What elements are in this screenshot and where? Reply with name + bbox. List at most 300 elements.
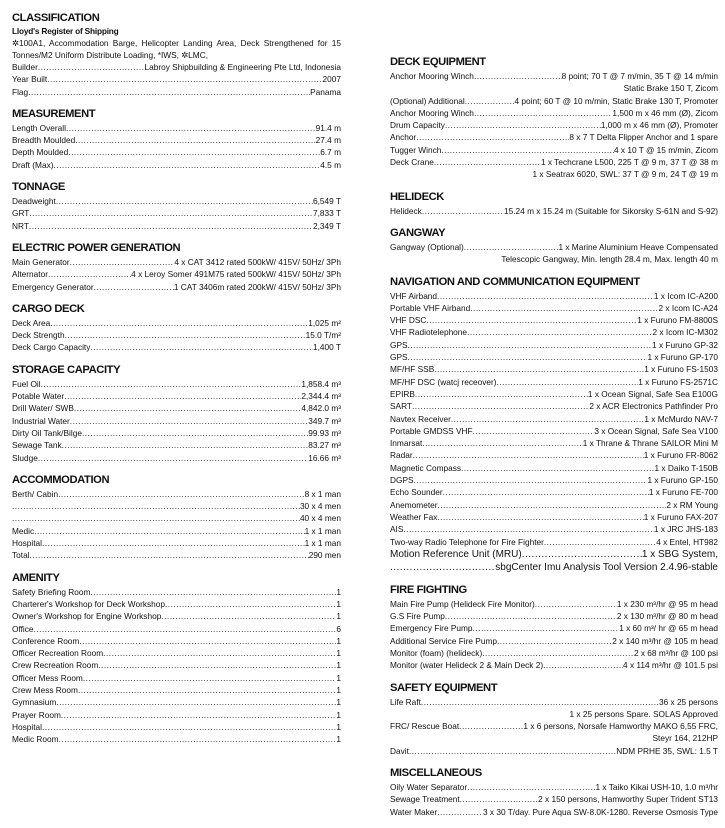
spec-value: 1	[336, 648, 341, 659]
spec-value: 2,349 T	[313, 220, 341, 231]
spec-row	[12, 512, 341, 524]
spec-value: 6,549 T	[313, 196, 341, 207]
spec-value: 4,842.0 m³	[301, 403, 341, 414]
spec-value: 27.4 m	[315, 135, 341, 146]
spec-row	[12, 439, 341, 451]
spec-row	[12, 122, 341, 134]
dot-leader	[82, 427, 308, 439]
dot-leader	[42, 721, 336, 733]
spec-row	[390, 413, 718, 425]
spec-label: Emergency Fire Pump	[390, 623, 473, 634]
dot-leader	[461, 462, 654, 474]
spec-value: 2 x 130 m³/hr @ 80 m head	[616, 611, 718, 622]
dot-leader	[68, 146, 320, 158]
spec-label: Office	[12, 623, 34, 634]
spec-row	[390, 107, 718, 119]
spec-row	[12, 537, 341, 549]
spec-list	[390, 205, 718, 217]
spec-value-continuation: Telescopic Gangway, Min. length 28.4 m, Max. length 40 m	[501, 254, 718, 265]
spec-list	[390, 696, 718, 757]
spec-row	[390, 339, 718, 351]
section-title: SAFETY EQUIPMENT	[390, 681, 498, 694]
spec-label: SART	[390, 401, 412, 412]
spec-row	[390, 720, 718, 732]
dot-leader	[445, 119, 601, 131]
spec-value: 1 x Icom IC-A200	[653, 290, 718, 301]
dot-leader	[59, 733, 337, 745]
dot-leader	[103, 647, 336, 659]
dot-leader	[94, 281, 174, 293]
dot-leader	[434, 156, 541, 168]
dot-leader	[62, 439, 309, 451]
spec-value: 1 x Techcrane L500, 225 T @ 9 m, 37 T @ 38 m	[540, 157, 718, 168]
dot-leader	[161, 610, 336, 622]
dot-leader	[426, 314, 637, 326]
section-classification	[12, 12, 341, 98]
dot-leader	[464, 241, 559, 253]
dot-leader	[29, 220, 313, 232]
dot-leader	[65, 329, 306, 341]
spec-value: Panama	[310, 86, 341, 97]
spec-row	[390, 659, 718, 671]
dot-leader	[34, 623, 337, 635]
spec-row	[390, 474, 718, 486]
spec-value: 16.66 m³	[308, 452, 341, 463]
dot-leader	[434, 363, 644, 375]
spec-value-continuation: Steyr 164, 212HP	[652, 733, 718, 744]
dot-leader	[50, 317, 308, 329]
spec-row	[12, 159, 341, 171]
spec-row	[12, 635, 341, 647]
section-title: MISCELLANEOUS	[390, 767, 482, 780]
spec-row	[390, 326, 718, 338]
spec-value: NDM PRHE 35, SWL: 1.5 T	[616, 745, 718, 756]
spec-value-continuation: 1 x 25 persons Spare. SOLAS Approved	[569, 708, 718, 719]
spec-label: Main Generator	[12, 256, 70, 267]
dot-leader	[58, 488, 304, 500]
spec-label: Main Fire Pump (Helideck Fire Monitor)	[390, 598, 535, 609]
spec-value: 91.4 m	[315, 122, 341, 133]
spec-label: Anemometer	[390, 499, 438, 510]
dot-leader	[451, 413, 645, 425]
spec-label: Dirty Oil Tank/Bilge	[12, 427, 82, 438]
spec-label: AIS	[390, 524, 404, 535]
spec-row	[390, 635, 718, 647]
dot-leader	[78, 684, 336, 696]
spec-row	[390, 144, 718, 156]
spec-row	[12, 220, 341, 232]
dot-leader	[421, 696, 659, 708]
spec-value: Labroy Shipbuilding & Engineering Pte Ltd, Indonesia	[144, 62, 341, 72]
spec-label: Gangway (Optional)	[390, 241, 464, 252]
dot-leader	[482, 647, 634, 659]
spec-row	[390, 351, 718, 363]
dot-leader	[544, 536, 656, 548]
spec-row	[12, 427, 341, 439]
spec-row	[390, 363, 718, 375]
spec-label: VHF Radiotelephone	[390, 327, 468, 338]
section-safety	[390, 682, 718, 757]
section-title: ELECTRIC POWER GENERATION	[12, 241, 181, 254]
spec-value: 40 x 4 men	[299, 513, 341, 524]
dot-leader	[30, 549, 309, 561]
spec-row	[390, 622, 718, 634]
spec-label: Tugger Winch	[390, 144, 442, 155]
spec-list	[12, 61, 341, 98]
spec-label: Hospital	[12, 721, 42, 732]
spec-row	[12, 684, 341, 696]
spec-value: 4 x 10 T @ 15 m/min, Zicom	[613, 144, 718, 155]
spec-label: Emergency Generator	[12, 281, 94, 292]
spec-value: 15.24 m x 15.24 m (Suitable for Sikorsky S-61N and S-92)	[504, 205, 718, 216]
spec-row-mru	[390, 548, 718, 561]
spec-value: 2 x RM Young	[666, 499, 718, 510]
spec-row	[12, 73, 341, 85]
spec-label: Alternator	[12, 269, 48, 280]
section-power	[12, 242, 341, 293]
spec-label: Portable VHF Airband	[390, 302, 471, 313]
dot-leader	[441, 144, 614, 156]
spec-list	[12, 317, 341, 354]
dot-leader	[41, 378, 302, 390]
dot-leader	[467, 326, 652, 338]
dot-leader	[474, 107, 612, 119]
spec-label: VHF Airband	[390, 290, 438, 301]
spec-label: Conference Room	[12, 635, 80, 646]
spec-label: Anchor Mooring Winch	[390, 107, 474, 118]
spec-value: 3 x 30 T/day. Pure Aqua SW-8.0K-1280. Reverse Osmosis Type	[482, 806, 718, 817]
spec-value: 1 x Furuno GP-150	[647, 475, 718, 486]
section-storage	[12, 364, 341, 464]
spec-label: FRC/ Rescue Boat	[390, 721, 460, 732]
spec-row	[12, 525, 341, 537]
section-title: DECK EQUIPMENT	[390, 56, 486, 68]
spec-label: Gymnasium	[12, 697, 57, 708]
spec-row	[12, 721, 341, 733]
spec-value: 83.27 m³	[308, 440, 341, 451]
spec-label: Breadth Moulded	[12, 135, 76, 146]
spec-row	[390, 511, 718, 523]
spec-label: Deadweight	[12, 196, 56, 207]
spec-label: G.S Fire Pump	[390, 611, 445, 622]
section-measurement	[12, 108, 341, 171]
dot-leader	[445, 610, 617, 622]
spec-row	[390, 156, 718, 168]
spec-row	[12, 146, 341, 158]
spec-value: 2,344.4 m³	[301, 391, 341, 402]
dot-leader	[56, 195, 313, 207]
spec-value: 1	[336, 635, 341, 646]
spec-value: 1 x 230 m³/hr @ 95 m head	[616, 598, 718, 609]
spec-label: Monitor (foam) (helideck)	[390, 647, 483, 658]
spec-label: Depth Moulded	[12, 147, 69, 158]
section-title: MEASUREMENT	[12, 107, 96, 120]
section-title: TONNAGE	[12, 181, 65, 194]
dot-leader	[416, 131, 569, 143]
dot-leader	[390, 561, 495, 574]
spec-value: 1 x Furuno FM-8800S	[637, 315, 718, 326]
spec-label: (Optional) Additional	[390, 95, 465, 106]
spec-value: 4 x CAT 3412 rated 500kW/ 415V/ 50Hz/ 3Ph	[174, 256, 341, 267]
spec-label: Potable Water	[12, 391, 65, 402]
spec-label: Radar	[390, 450, 413, 461]
spec-label: Deck Strength	[12, 330, 65, 341]
spec-row	[12, 390, 341, 402]
dot-leader	[535, 598, 617, 610]
spec-value: 4 x Entel, HT982	[656, 536, 718, 547]
spec-value: 6.7 m	[320, 147, 341, 158]
dot-leader	[437, 290, 654, 302]
spec-value: 1 x 1 man	[304, 538, 341, 549]
dot-leader	[90, 586, 336, 598]
spec-value: 1	[336, 611, 341, 622]
spec-row	[390, 376, 718, 388]
spec-row	[12, 317, 341, 329]
spec-value: 2 x ACR Electronics Pathfinder Pro	[589, 401, 718, 412]
spec-value: 1 x Furuno GP-170	[647, 352, 718, 363]
spec-label: Deck Area	[12, 317, 51, 328]
spec-row	[12, 623, 341, 635]
spec-list	[390, 241, 718, 266]
dot-leader	[413, 449, 644, 461]
dot-leader	[74, 402, 301, 414]
spec-row	[12, 268, 341, 280]
spec-value: 1 x Marine Aluminium Heave Compensated	[558, 241, 718, 252]
spec-label: Hospital	[12, 538, 42, 549]
spec-row	[390, 95, 718, 107]
spec-value: 1 x SBG System,	[641, 548, 718, 560]
section-miscellaneous	[390, 767, 718, 818]
spec-value: 1 x McMurdo NAV-7	[644, 413, 718, 424]
section-title: ACCOMMODATION	[12, 473, 110, 486]
dot-leader	[54, 159, 321, 171]
spec-label: Monitor (water Helideck 2 & Main Deck 2)	[390, 660, 544, 671]
spec-row-mru-cont	[390, 561, 718, 574]
spec-value: 8 x 1 man	[304, 488, 341, 499]
spec-label: Anchor Mooring Winch	[390, 71, 474, 81]
dot-leader	[460, 793, 539, 805]
spec-value: 1	[336, 598, 341, 609]
spec-row	[12, 415, 341, 427]
dot-leader	[83, 672, 337, 684]
spec-label: Medic	[12, 525, 35, 536]
spec-label: Fuel Oil	[12, 378, 41, 389]
spec-value: 2 x 140 m³/hr @ 105 m head	[612, 635, 718, 646]
spec-row	[390, 781, 718, 793]
spec-label: Owner's Workshop for Engine Workshop	[12, 611, 162, 622]
spec-value: 2 x 68 m³/hr @ 100 psi	[633, 647, 718, 658]
spec-row	[390, 462, 718, 474]
spec-row	[12, 207, 341, 219]
spec-value: 4 x Leroy Somer 491M75 rated 500kW/ 415V/ 50Hz/ 3Ph	[131, 269, 341, 280]
section-title: FIRE FIGHTING	[390, 583, 467, 596]
spec-label: Drum Capacity	[390, 120, 445, 131]
spec-list	[12, 122, 341, 171]
spec-value: 349.7 m³	[308, 415, 341, 426]
spec-value: 36 x 25 persons	[658, 696, 718, 707]
spec-value: 1 x Taiko Kikai USH-10, 1.0 m³/hr	[595, 782, 718, 793]
spec-row	[12, 610, 341, 622]
dot-leader	[29, 207, 313, 219]
dot-leader	[415, 388, 588, 400]
spec-row	[390, 449, 718, 461]
dot-leader	[90, 341, 313, 353]
dot-leader	[34, 525, 304, 537]
section-fire-fighting	[390, 584, 718, 672]
spec-label: Charterer's Workshop for Deck Workshop	[12, 598, 165, 609]
spec-row	[390, 793, 718, 805]
spec-label: Helideck	[390, 205, 422, 216]
section-title: NAVIGATION AND COMMUNICATION EQUIPMENT	[390, 275, 640, 288]
spec-row	[12, 659, 341, 671]
spec-label: Life Raft	[390, 696, 421, 707]
spec-row	[12, 341, 341, 353]
spec-value: 1 CAT 3406m rated 200kW/ 415V/ 50Hz/ 3Ph	[173, 281, 341, 292]
spec-value: 2 x Icom IC-A24	[658, 302, 718, 313]
spec-list	[390, 781, 718, 818]
spec-list	[390, 290, 718, 548]
dot-leader	[414, 474, 648, 486]
spec-value: 2 x 150 persons, Hamworthy Super Trident ST13	[538, 794, 718, 805]
spec-label: EPIRB	[390, 388, 415, 399]
spec-label: Medic Room	[12, 734, 59, 745]
spec-label: Officer Mess Room	[12, 672, 83, 683]
spec-row	[12, 452, 341, 464]
spec-value: 1,400 T	[313, 342, 341, 353]
dot-leader	[98, 659, 336, 671]
spec-list	[12, 488, 341, 562]
spec-label: Anchor	[390, 132, 417, 143]
spec-row	[390, 388, 718, 400]
spec-row	[12, 256, 341, 268]
dot-leader	[47, 73, 322, 85]
spec-row	[390, 241, 718, 253]
dot-leader	[497, 376, 639, 388]
spec-row	[12, 488, 341, 500]
spec-label: Deck Cargo Capacity	[12, 342, 91, 353]
spec-row	[390, 70, 718, 82]
spec-row	[390, 302, 718, 314]
spec-label: MF/HF SSB	[390, 364, 435, 375]
spec-value: 1,025 m²	[308, 317, 341, 328]
spec-value: 1 x Furuno FS-2571C	[638, 376, 718, 387]
section-deck-equipment	[390, 56, 718, 181]
dot-leader	[522, 548, 642, 561]
spec-row	[12, 281, 341, 293]
section-navigation	[390, 276, 718, 574]
spec-value: 1	[336, 709, 341, 720]
spec-value: 290 men	[308, 550, 341, 561]
spec-label: Sewage Tank	[12, 440, 62, 451]
section-helideck	[390, 191, 718, 217]
dot-leader	[473, 425, 595, 437]
dot-leader	[412, 400, 589, 412]
spec-row	[390, 536, 718, 548]
spec-value: 1,000 m x 46 mm (Ø), Promoter	[600, 120, 718, 131]
dot-leader	[474, 70, 562, 82]
dot-leader	[38, 61, 145, 73]
spec-label: Flag	[12, 86, 29, 97]
dot-leader	[408, 351, 648, 363]
spec-value: 1	[336, 660, 341, 671]
spec-label: Deck Crane	[390, 157, 434, 168]
spec-row	[390, 696, 718, 708]
spec-row	[12, 86, 341, 98]
spec-label: Prayer Room	[12, 709, 61, 720]
dot-leader	[28, 86, 310, 98]
dot-leader	[438, 499, 667, 511]
dot-leader	[61, 709, 337, 721]
spec-label: Builder	[12, 62, 38, 72]
spec-row	[12, 696, 341, 708]
spec-list	[12, 586, 341, 746]
spec-value: 1 x 60 m³/ hr @ 65 m head	[619, 623, 718, 634]
spec-label: Echo Sounder	[390, 487, 443, 498]
spec-row	[12, 500, 341, 512]
spec-label: Additional Service Fire Pump	[390, 635, 497, 646]
spec-value: 1	[336, 684, 341, 695]
spec-row	[390, 131, 718, 143]
spec-value: 1 x 6 persons, Norsafe Hamworthy MAKO 6,55 FRC,	[523, 721, 718, 732]
spec-row	[12, 195, 341, 207]
spec-label: Year Built	[12, 74, 48, 85]
dot-leader	[66, 122, 316, 134]
spec-row	[12, 586, 341, 598]
spec-label: GRT	[12, 208, 30, 219]
spec-label: Magnetic Compass	[390, 462, 462, 473]
class-notation: ✲100A1, Accommodation Barge, Helicopter Landing Area, Deck Strengthened for 15 Tonnes/M2 Uniform Distribute Loading, *IWS, ✲LMC,	[12, 38, 341, 60]
dot-leader	[48, 268, 131, 280]
dot-leader	[75, 134, 315, 146]
spec-row	[390, 290, 718, 302]
spec-row	[390, 119, 718, 131]
spec-row	[12, 598, 341, 610]
spec-value: 1,500 m x 46 mm (Ø), Zicom	[612, 107, 718, 118]
spec-label: Industrial Water	[12, 415, 70, 426]
spec-value: 2 x Icom IC-M302	[652, 327, 718, 338]
spec-value: 1 x Furuno FR-8062	[643, 450, 718, 461]
dot-leader	[443, 486, 649, 498]
spec-row	[390, 523, 718, 535]
spec-value: 99.93 m³	[308, 427, 341, 438]
spec-label: Portable GMDSS VHF	[390, 425, 473, 436]
spec-value: 1 x Furuno FAX-207	[643, 511, 718, 522]
spec-value: sbgCenter Imu Analysis Tool Version 2.4.96-stable	[495, 561, 718, 573]
dot-leader	[12, 500, 300, 512]
spec-label: Davit	[390, 745, 409, 756]
spec-label: Sludge	[12, 452, 38, 463]
spec-value: 1	[336, 672, 341, 683]
spec-value: 30 x 4 men	[299, 501, 341, 512]
spec-label: Length Overall	[12, 122, 66, 133]
spec-row	[12, 647, 341, 659]
spec-row	[12, 329, 341, 341]
spec-value: 1 x 1 man	[304, 525, 341, 536]
dot-leader	[70, 256, 175, 268]
section-title: CLASSIFICATION	[12, 12, 100, 24]
spec-label: DGPS	[390, 475, 414, 486]
spec-row	[12, 134, 341, 146]
spec-label: Weather Fax	[390, 511, 438, 522]
section-title: CARGO DECK	[12, 302, 85, 315]
section-title: HELIDECK	[390, 190, 444, 203]
dot-leader	[465, 95, 515, 107]
spec-value: 1	[336, 721, 341, 732]
spec-value: 1	[336, 586, 341, 597]
spec-list	[390, 70, 718, 181]
spec-list	[12, 195, 341, 232]
spec-list	[12, 256, 341, 293]
